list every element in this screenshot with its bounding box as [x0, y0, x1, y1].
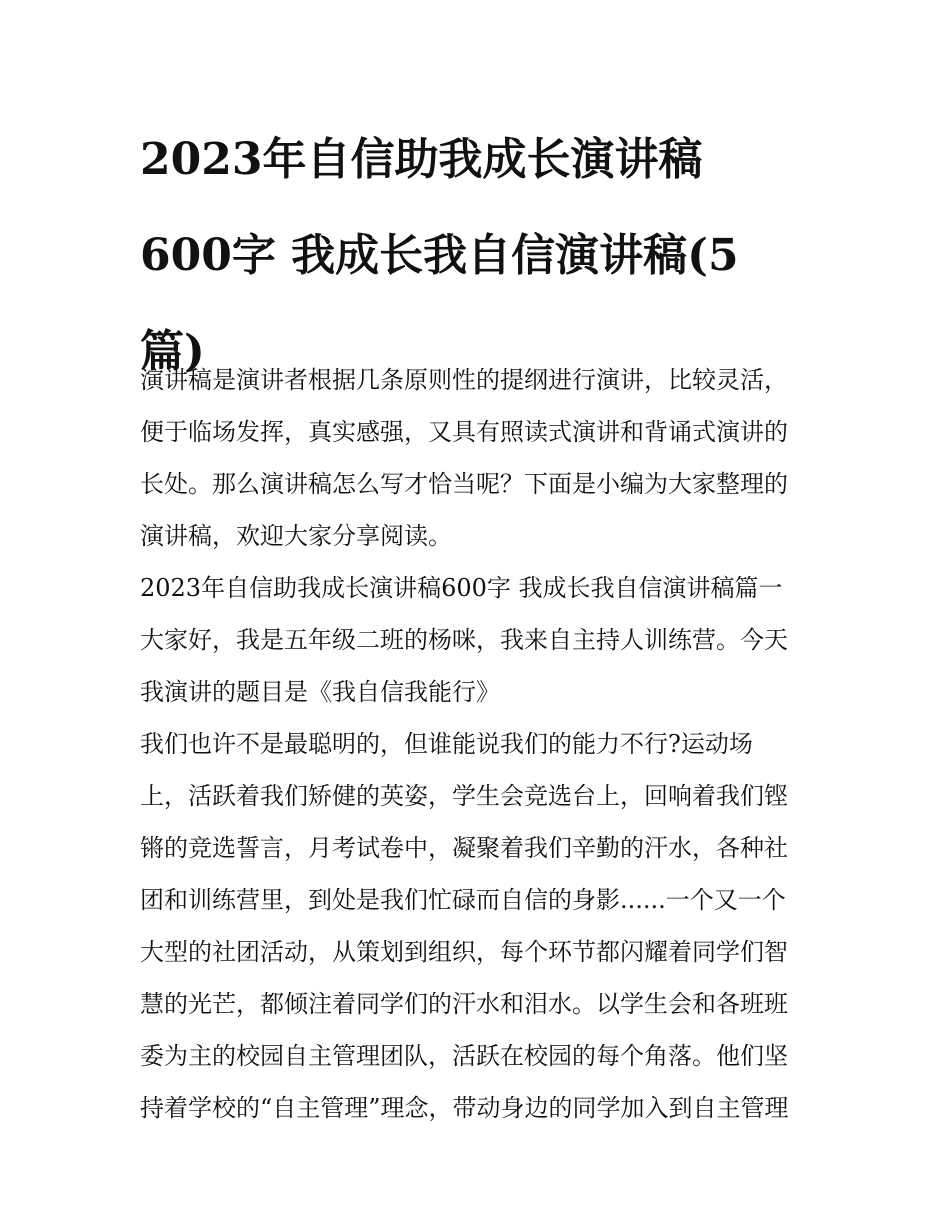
body-line: 我们也许不是最聪明的，但谁能说我们的能力不行?运动场	[140, 730, 753, 758]
body-line: 演讲稿，欢迎大家分享阅读。	[140, 522, 452, 550]
body-line: 大家好，我是五年级二班的杨咪，我来自主持人训练营。今天	[140, 626, 788, 654]
body-line: 便于临场发挥，真实感强，又具有照读式演讲和背诵式演讲的	[140, 418, 788, 446]
body-line: 大型的社团活动，从策划到组织，每个环节都闪耀着同学们智	[140, 938, 788, 966]
body-line: 锵的竞选誓言，月考试卷中，凝聚着我们辛勤的汗水，各种社	[140, 834, 788, 862]
body-line: 长处。那么演讲稿怎么写才恰当呢？下面是小编为大家整理的	[140, 470, 788, 498]
document-body	[140, 354, 812, 1134]
body-line: 慧的光芒，都倾注着同学们的汗水和泪水。以学生会和各班班	[140, 990, 788, 1018]
title-line: 2023年自信助我成长演讲稿	[140, 134, 703, 185]
title-line: 600字 我成长我自信演讲稿(5	[140, 230, 739, 281]
body-line: 团和训练营里，到处是我们忙碌而自信的身影......一个又一个	[140, 886, 786, 914]
section-heading: 2023年自信助我成长演讲稿600字 我成长我自信演讲稿篇一	[140, 574, 783, 602]
body-line: 上，活跃着我们矫健的英姿，学生会竞选台上，回响着我们铿	[140, 782, 788, 810]
body-line: 委为主的校园自主管理团队，活跃在校园的每个角落。他们坚	[140, 1042, 788, 1070]
body-line: 我演讲的题目是《我自信我能行》	[140, 678, 500, 706]
body-line: 持着学校的“自主管理”理念，带动身边的同学加入到自主管理	[140, 1094, 789, 1122]
body-line: 演讲稿是演讲者根据几条原则性的提纲进行演讲，比较灵活，	[140, 366, 788, 394]
title-line: 篇)	[140, 326, 205, 377]
